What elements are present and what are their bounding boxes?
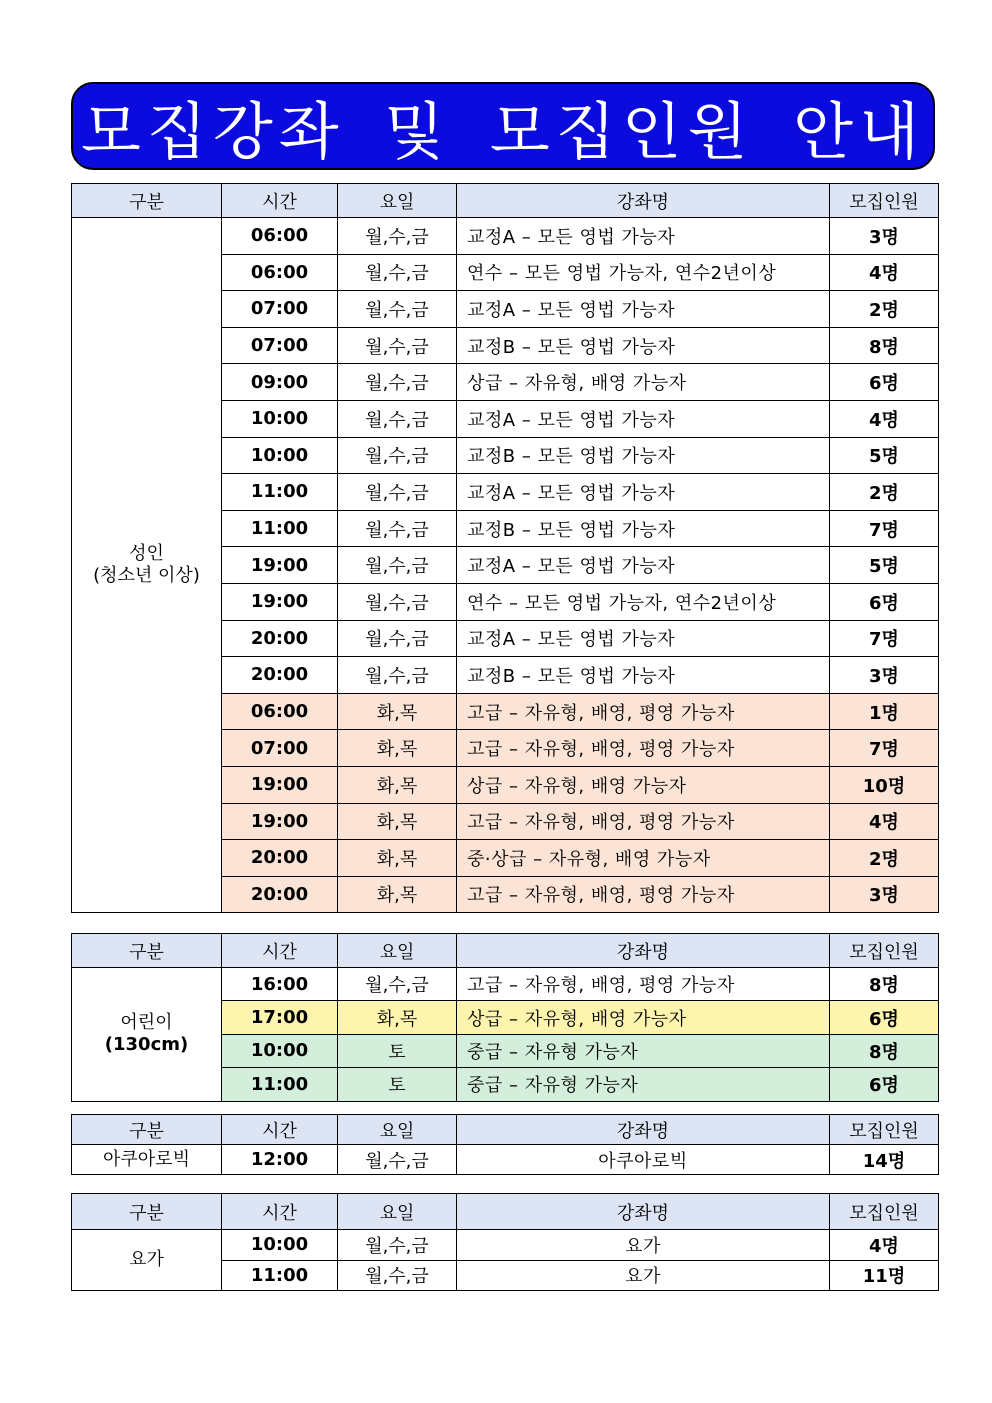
days-cell: 월,수,금 (338, 547, 457, 584)
header-course: 강좌명 (457, 934, 830, 968)
course-cell: 연수 – 모든 영법 가능자, 연수2년이상 (457, 254, 830, 291)
course-cell: 중·상급 – 자유형, 배영 가능자 (457, 840, 830, 877)
time-cell: 16:00 (222, 968, 338, 1001)
header-time: 시간 (222, 184, 338, 218)
header-days: 요일 (338, 1115, 457, 1145)
time-cell: 20:00 (222, 657, 338, 694)
days-cell: 화,목 (338, 803, 457, 840)
header-course: 강좌명 (457, 1115, 830, 1145)
days-cell: 화,목 (338, 1001, 457, 1034)
table-row (72, 968, 939, 1001)
count-cell: 2명 (830, 474, 939, 511)
category-sublabel: (130cm) (104, 1034, 189, 1056)
course-cell: 요가 (457, 1230, 830, 1261)
time-cell: 10:00 (222, 437, 338, 474)
course-cell: 교정B – 모든 영법 가능자 (457, 510, 830, 547)
count-cell: 3명 (830, 876, 939, 913)
days-cell: 화,목 (338, 840, 457, 877)
time-cell: 11:00 (222, 510, 338, 547)
time-cell: 06:00 (222, 218, 338, 255)
time-cell: 20:00 (222, 840, 338, 877)
time-cell: 19:00 (222, 766, 338, 803)
course-cell: 요가 (457, 1260, 830, 1291)
course-cell: 고급 – 자유형, 배영, 평영 가능자 (457, 730, 830, 767)
aqua-schedule-table (71, 1114, 939, 1175)
time-cell: 17:00 (222, 1001, 338, 1034)
time-cell: 06:00 (222, 693, 338, 730)
course-cell: 고급 – 자유형, 배영, 평영 가능자 (457, 968, 830, 1001)
time-cell: 19:00 (222, 803, 338, 840)
category-label: 요가 (129, 1249, 164, 1270)
course-cell: 중급 – 자유형 가능자 (457, 1068, 830, 1101)
header-days: 요일 (338, 934, 457, 968)
time-cell: 20:00 (222, 620, 338, 657)
table-header-row (72, 1115, 939, 1145)
header-days: 요일 (338, 1194, 457, 1230)
course-cell: 교정A – 모든 영법 가능자 (457, 291, 830, 328)
time-cell: 19:00 (222, 583, 338, 620)
course-cell: 교정A – 모든 영법 가능자 (457, 474, 830, 511)
days-cell: 월,수,금 (338, 327, 457, 364)
header-days: 요일 (338, 184, 457, 218)
course-cell: 교정A – 모든 영법 가능자 (457, 547, 830, 584)
count-cell: 4명 (830, 1230, 939, 1261)
time-cell: 11:00 (222, 474, 338, 511)
count-cell: 10명 (830, 766, 939, 803)
time-cell: 11:00 (222, 1068, 338, 1101)
yoga-schedule-table (71, 1193, 939, 1291)
course-cell: 교정B – 모든 영법 가능자 (457, 327, 830, 364)
time-cell: 10:00 (222, 1034, 338, 1067)
children-schedule-table (71, 933, 939, 1102)
count-cell: 5명 (830, 437, 939, 474)
course-cell: 중급 – 자유형 가능자 (457, 1034, 830, 1067)
page-title: 모집강좌 및 모집인원 안내 (81, 94, 925, 168)
count-cell: 4명 (830, 400, 939, 437)
course-cell: 연수 – 모든 영법 가능자, 연수2년이상 (457, 583, 830, 620)
category-cell (72, 218, 222, 913)
header-category: 구분 (72, 934, 222, 968)
count-cell: 6명 (830, 364, 939, 401)
count-cell: 5명 (830, 547, 939, 584)
count-cell: 4명 (830, 803, 939, 840)
count-cell: 3명 (830, 218, 939, 255)
time-cell: 10:00 (222, 400, 338, 437)
days-cell: 월,수,금 (338, 291, 457, 328)
count-cell: 2명 (830, 291, 939, 328)
days-cell: 월,수,금 (338, 254, 457, 291)
count-cell: 14명 (830, 1145, 939, 1175)
course-cell: 교정B – 모든 영법 가능자 (457, 437, 830, 474)
header-category: 구분 (72, 1194, 222, 1230)
days-cell: 화,목 (338, 876, 457, 913)
category-sublabel: (청소년 이상) (93, 565, 200, 587)
time-cell: 10:00 (222, 1230, 338, 1261)
count-cell: 6명 (830, 583, 939, 620)
header-count: 모집인원 (830, 1194, 939, 1230)
days-cell: 월,수,금 (338, 1145, 457, 1175)
count-cell: 8명 (830, 1034, 939, 1067)
header-count: 모집인원 (830, 934, 939, 968)
category-cell (72, 968, 222, 1102)
category-label: 아쿠아로빅 (103, 1148, 190, 1170)
count-cell: 11명 (830, 1260, 939, 1291)
count-cell: 3명 (830, 657, 939, 694)
count-cell: 8명 (830, 968, 939, 1001)
course-cell: 상급 – 자유형, 배영 가능자 (457, 364, 830, 401)
days-cell: 월,수,금 (338, 474, 457, 511)
course-cell: 아쿠아로빅 (457, 1145, 830, 1175)
header-count: 모집인원 (830, 184, 939, 218)
course-cell: 고급 – 자유형, 배영, 평영 가능자 (457, 693, 830, 730)
table-header-row (72, 1194, 939, 1230)
course-cell: 상급 – 자유형, 배영 가능자 (457, 766, 830, 803)
header-time: 시간 (222, 1115, 338, 1145)
category-cell (72, 1230, 222, 1291)
count-cell: 4명 (830, 254, 939, 291)
course-cell: 고급 – 자유형, 배영, 평영 가능자 (457, 876, 830, 913)
days-cell: 화,목 (338, 766, 457, 803)
category-label: 성인 (129, 543, 164, 565)
time-cell: 19:00 (222, 547, 338, 584)
table-row (72, 1145, 939, 1175)
course-cell: 교정A – 모든 영법 가능자 (457, 218, 830, 255)
days-cell: 월,수,금 (338, 400, 457, 437)
days-cell: 화,목 (338, 730, 457, 767)
time-cell: 09:00 (222, 364, 338, 401)
table-header-row (72, 184, 939, 218)
days-cell: 토 (338, 1068, 457, 1101)
days-cell: 월,수,금 (338, 1230, 457, 1261)
count-cell: 7명 (830, 730, 939, 767)
course-cell: 교정B – 모든 영법 가능자 (457, 657, 830, 694)
header-count: 모집인원 (830, 1115, 939, 1145)
count-cell: 8명 (830, 327, 939, 364)
header-category: 구분 (72, 184, 222, 218)
table-row (72, 1230, 939, 1261)
count-cell: 2명 (830, 840, 939, 877)
header-time: 시간 (222, 1194, 338, 1230)
count-cell: 7명 (830, 620, 939, 657)
category-label: 어린이 (120, 1012, 173, 1034)
count-cell: 7명 (830, 510, 939, 547)
table-header-row (72, 934, 939, 968)
days-cell: 월,수,금 (338, 218, 457, 255)
course-cell: 교정A – 모든 영법 가능자 (457, 620, 830, 657)
days-cell: 월,수,금 (338, 583, 457, 620)
count-cell: 6명 (830, 1001, 939, 1034)
days-cell: 화,목 (338, 693, 457, 730)
table-row (72, 218, 939, 255)
header-category: 구분 (72, 1115, 222, 1145)
time-cell: 12:00 (222, 1145, 338, 1175)
time-cell: 20:00 (222, 876, 338, 913)
count-cell: 6명 (830, 1068, 939, 1101)
days-cell: 월,수,금 (338, 968, 457, 1001)
days-cell: 월,수,금 (338, 620, 457, 657)
time-cell: 11:00 (222, 1260, 338, 1291)
category-cell (72, 1145, 222, 1175)
course-cell: 고급 – 자유형, 배영, 평영 가능자 (457, 803, 830, 840)
adult-schedule-table (71, 183, 939, 913)
days-cell: 토 (338, 1034, 457, 1067)
time-cell: 07:00 (222, 730, 338, 767)
days-cell: 월,수,금 (338, 657, 457, 694)
title-banner (71, 82, 935, 170)
time-cell: 07:00 (222, 327, 338, 364)
time-cell: 06:00 (222, 254, 338, 291)
count-cell: 1명 (830, 693, 939, 730)
days-cell: 월,수,금 (338, 437, 457, 474)
time-cell: 07:00 (222, 291, 338, 328)
header-course: 강좌명 (457, 184, 830, 218)
header-course: 강좌명 (457, 1194, 830, 1230)
course-cell: 교정A – 모든 영법 가능자 (457, 400, 830, 437)
header-time: 시간 (222, 934, 338, 968)
days-cell: 월,수,금 (338, 364, 457, 401)
course-cell: 상급 – 자유형, 배영 가능자 (457, 1001, 830, 1034)
days-cell: 월,수,금 (338, 510, 457, 547)
days-cell: 월,수,금 (338, 1260, 457, 1291)
